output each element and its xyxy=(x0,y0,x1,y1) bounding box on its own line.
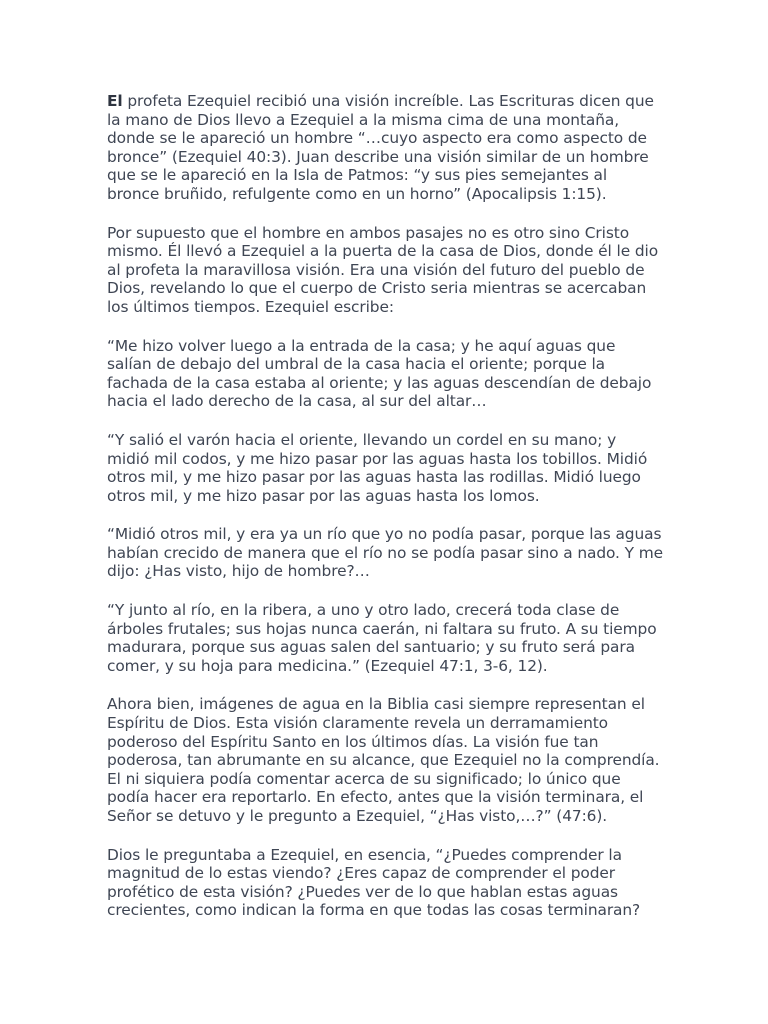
document-body xyxy=(107,92,667,940)
text-line: madurara, porque sus aguas salen del santuario; y su fruto será para xyxy=(107,638,635,657)
paragraph-3 xyxy=(107,337,667,411)
text-line: mismo. Él llevó a Ezequiel a la puerta de la casa de Dios, donde él le dio xyxy=(107,242,659,261)
text-line: “Y junto al río, en la ribera, a uno y otro lado, crecerá toda clase de xyxy=(107,601,620,620)
text-line: Dios le preguntaba a Ezequiel, en esencia, “¿Puedes comprender la xyxy=(107,845,622,864)
text-line: profético de esta visión? ¿Puedes ver de lo que hablan estas aguas xyxy=(107,882,618,901)
text-line xyxy=(107,92,667,111)
text-line: otros mil, y me hizo pasar por las aguas hasta los lomos. xyxy=(107,486,540,505)
paragraph-2 xyxy=(107,224,667,317)
paragraph-6 xyxy=(107,601,667,675)
text-line: donde se le apareció un hombre “…cuyo aspecto era como aspecto de xyxy=(107,129,647,148)
text-line: bronce bruñido, refulgente como en un horno” (Apocalipsis 1:15). xyxy=(107,184,607,203)
text-line: Espíritu de Dios. Esta visión claramente revela un derramamiento xyxy=(107,714,608,733)
text-line: árboles frutales; sus hojas nunca caerán, ni faltara su fruto. A su tiempo xyxy=(107,619,657,638)
paragraph-7 xyxy=(107,695,667,825)
text-line: “Me hizo volver luego a la entrada de la casa; y he aquí aguas que xyxy=(107,336,616,355)
text-line: Ahora bien, imágenes de agua en la Biblia casi siempre representan el xyxy=(107,695,645,714)
paragraph-5 xyxy=(107,525,667,581)
text-line: habían crecido de manera que el río no se podía pasar sino a nado. Y me xyxy=(107,543,663,562)
paragraph-4 xyxy=(107,431,667,505)
text-line: midió mil codos, y me hizo pasar por las aguas hasta los tobillos. Midió xyxy=(107,449,648,468)
text-line: Por supuesto que el hombre en ambos pasajes no es otro sino Cristo xyxy=(107,223,630,242)
paragraph-1 xyxy=(107,92,667,204)
text-line: poderoso del Espíritu Santo en los últimos días. La visión fue tan xyxy=(107,732,599,751)
text-line: la mano de Dios llevo a Ezequiel a la misma cima de una montaña, xyxy=(107,110,619,129)
text-line: “Midió otros mil, y era ya un río que yo no podía pasar, porque las aguas xyxy=(107,525,662,544)
text-line: El ni siquiera podía comentar acerca de su significado; lo único que xyxy=(107,769,621,788)
lead-word: El xyxy=(107,92,123,110)
text-line: los últimos tiempos. Ezequiel escribe: xyxy=(107,297,394,316)
text-line: crecientes, como indican la forma en que todas las cosas terminaran? xyxy=(107,901,641,920)
text-line: bronce” (Ezequiel 40:3). Juan describe una visión similar de un hombre xyxy=(107,147,649,166)
text-line: Señor se detuvo y le pregunto a Ezequiel, “¿Has visto,…?” (47:6). xyxy=(107,807,608,825)
text-line: salían de debajo del umbral de la casa hacia el oriente; porque la xyxy=(107,355,605,374)
text-line: fachada de la casa estaba al oriente; y las aguas descendían de debajo xyxy=(107,373,652,392)
text-line: al profeta la maravillosa visión. Era una visión del futuro del pueblo de xyxy=(107,260,645,279)
text-line: hacia el lado derecho de la casa, al sur del altar… xyxy=(107,392,487,411)
text-line: podía hacer era reportarlo. En efecto, antes que la visión terminara, el xyxy=(107,788,644,807)
text-line: comer, y su hoja para medicina.” (Ezequiel 47:1, 3-6, 12). xyxy=(107,656,548,675)
text-line: otros mil, y me hizo pasar por las aguas hasta las rodillas. Midió luego xyxy=(107,468,641,487)
text-line: Dios, revelando lo que el cuerpo de Cristo seria mientras se acercaban xyxy=(107,279,647,298)
paragraph-8 xyxy=(107,846,667,920)
text-segment: profeta Ezequiel recibió una visión increíble. Las Escrituras dicen que xyxy=(122,92,654,110)
text-line: dijo: ¿Has visto, hijo de hombre?… xyxy=(107,562,370,581)
text-line: magnitud de lo estas viendo? ¿Eres capaz de comprender el poder xyxy=(107,864,615,883)
text-line: poderosa, tan abrumante en su alcance, que Ezequiel no la comprendía. xyxy=(107,751,660,770)
text-line: que se le apareció en la Isla de Patmos: “y sus pies semejantes al xyxy=(107,166,608,185)
text-line: “Y salió el varón hacia el oriente, llevando un cordel en su mano; y xyxy=(107,430,617,449)
